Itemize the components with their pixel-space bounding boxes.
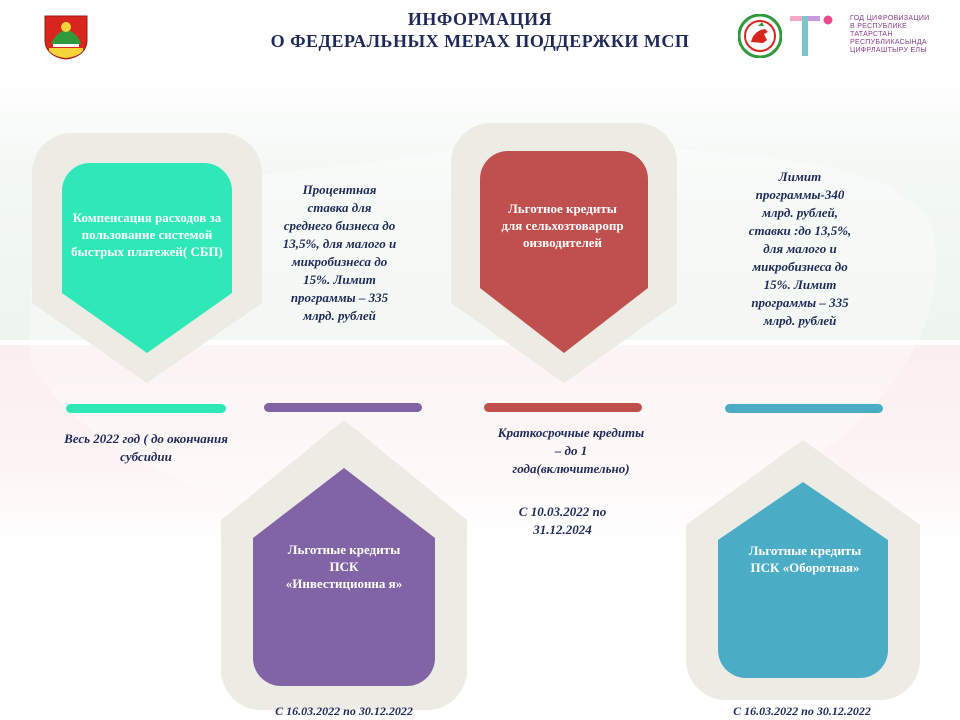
- logo-caption-line4: РЕСПУБЛИКАСЫНДА: [850, 39, 927, 46]
- timeline-bar-agro: [484, 403, 642, 412]
- timeline-bar-investment: [264, 403, 422, 412]
- year-of-digitalization-caption: [850, 15, 950, 55]
- working-capital-measure-label: Льготные кредиты ПСК «Оборотная»: [748, 543, 862, 575]
- tatarstan-emblem-logo: [738, 14, 782, 58]
- logo-caption-line1: ГОД ЦИФРОВИЗАЦИИ: [850, 15, 930, 22]
- agro-measure-shape: [451, 123, 677, 383]
- page-title: [150, 8, 810, 52]
- district-coat-of-arms-logo: [43, 14, 89, 60]
- agro-term-text: Краткосрочные кредиты – до 1 года(включительно): [497, 425, 645, 476]
- logo-caption-line5: ЦИФРЛАШТЫРУ ЕЛЫ: [850, 47, 927, 54]
- investment-conditions-text: Процентная ставка для среднего бизнеса до 13,5%, для малого и микробизнеса до 15%. Лимит программы – 335 млрд. рублей: [282, 182, 397, 323]
- page-title-line1: ИНФОРМАЦИЯ: [407, 9, 553, 29]
- investment-measure-label: Льготные кредиты ПСК «Инвестиционна я»: [285, 542, 403, 591]
- working-capital-period-text: С 16.03.2022 по 30.12.2022: [733, 704, 871, 718]
- logo-caption-line2: В РЕСПУБЛИКЕ: [850, 23, 908, 30]
- logo-caption-line3: ТАТАРСТАН: [850, 31, 893, 38]
- page-title-line2: О ФЕДЕРАЛЬНЫХ МЕРАХ ПОДДЕРЖКИ МСП: [270, 31, 690, 51]
- agro-period-text: С 10.03.2022 по 31.12.2024: [518, 504, 607, 537]
- working-capital-conditions-text: Лимит программы-340 млрд. рублей, ставки :до 13,5%, для малого и микробизнеса до 15%. Лимит программы – 335 млрд. рублей: [748, 169, 852, 328]
- agro-measure-label: Льготное кредиты для сельхозтоваропр оизводителей: [501, 201, 624, 250]
- timeline-bar-working-capital: [725, 404, 883, 413]
- sbp-term-text: Весь 2022 год ( до окончания субсидии: [64, 431, 228, 464]
- timeline-bar-sbp: [66, 404, 226, 413]
- investment-period-text: С 16.03.2022 по 30.12.2022: [275, 704, 413, 718]
- sbp-measure-label: Компенсация расходов за пользование системой быстрых платежей( СБП): [71, 210, 223, 259]
- year-of-digitalization-logo: [790, 14, 840, 58]
